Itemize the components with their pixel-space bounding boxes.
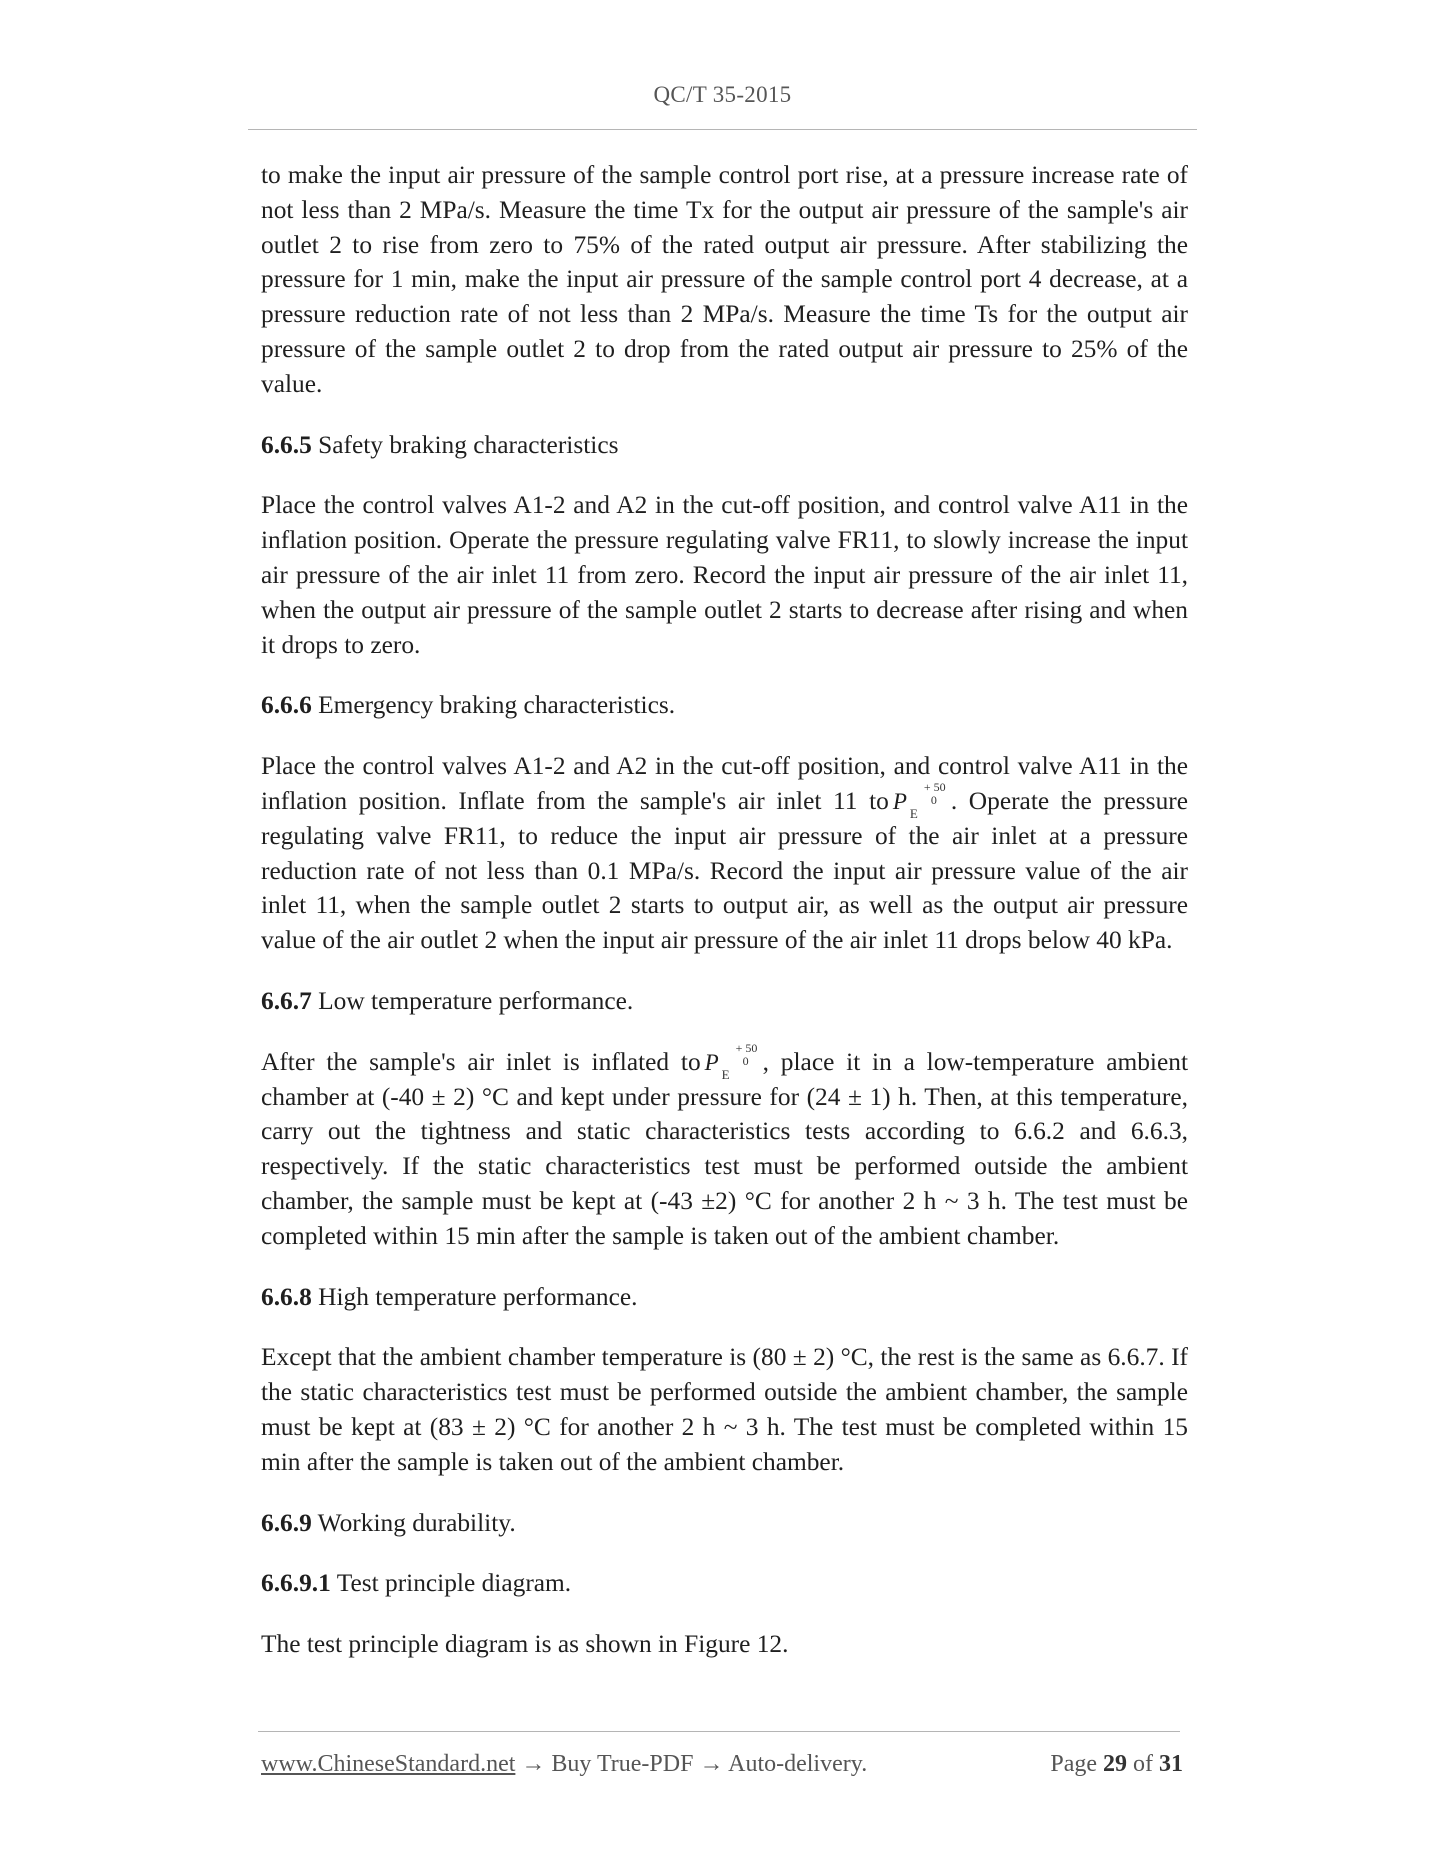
formula-upper-tolerance: + 50	[923, 779, 946, 794]
page-total: 31	[1159, 1751, 1183, 1777]
paragraph-intro: to make the input air pressure of the sample control port rise, at a pressure increase rate of not less than 2 MPa/s. Measure the time Tx for the output air pressure of the sample's air outlet 2 to rise from zero to 75% of the rated output air pressure. After stabilizing the pressure for 1 min, make the input air pressure of the sample control port 4 decrease, at a pressure reduction rate of not less than 2 MPa/s. Measure the time Ts for the output air pressure of the sample outlet 2 to drop from the rated output air pressure to 25% of the value.	[261, 161, 1188, 398]
page-indicator	[1050, 1751, 1183, 1778]
section-heading-6-6-6	[261, 688, 1188, 723]
formula-subscript: E	[909, 805, 918, 821]
paragraph-text: After the sample's air inlet is inflated to	[261, 1047, 701, 1076]
formula-symbol: P	[892, 788, 907, 814]
section-heading-6-6-8	[261, 1280, 1188, 1315]
section-heading-6-6-5	[261, 428, 1188, 463]
section-title: Safety braking characteristics	[318, 430, 619, 459]
page-header: QC/T 35-2015	[653, 82, 792, 107]
page-number: 29	[1103, 1751, 1127, 1777]
header-divider	[248, 129, 1197, 130]
section-number: 6.6.7	[261, 986, 312, 1015]
paragraph-6-6-7	[261, 1040, 1189, 1254]
section-number: 6.6.8	[261, 1282, 312, 1311]
formula-subscript: E	[721, 1066, 730, 1082]
section-number: 6.6.6	[261, 691, 312, 720]
formula-symbol: P	[704, 1049, 719, 1075]
paragraph-text: . Operate the pressure regulating valve FR11, to reduce the input air pressure of the air inlet at a pressure reduction rate of not less than 0.1 MPa/s. Record the input air pressure value of the air inlet 11, when the sample outlet 2 starts to output air, as well as the output air pressure value of the air outlet 2 when the input air pressure of the air inlet 11 drops below 40 kPa.	[261, 786, 1188, 955]
section-title: Low temperature performance.	[318, 986, 634, 1015]
formula-pe	[892, 779, 951, 821]
page-label: Page	[1050, 1751, 1097, 1777]
of-label: of	[1133, 1751, 1153, 1777]
section-title: Emergency braking characteristics.	[318, 691, 676, 720]
formula-upper-tolerance: + 50	[735, 1040, 758, 1055]
paragraph-text: Place the control valves A1-2 and A2 in the cut-off position, and control valve A11 in the inflation position. Inflate from the sample's air inlet 11 to	[261, 752, 1188, 815]
section-title: Working durability.	[317, 1508, 516, 1537]
section-title: Test principle diagram.	[336, 1569, 572, 1598]
document-body	[261, 158, 1188, 1688]
footer-divider	[258, 1731, 1180, 1732]
formula-pe	[704, 1040, 763, 1082]
formula-lower-tolerance: 0	[930, 792, 937, 807]
section-title: High temperature performance.	[318, 1282, 638, 1311]
footer-promo-text: → Buy True-PDF → Auto-delivery.	[515, 1751, 868, 1777]
section-number: 6.6.5	[261, 430, 312, 459]
section-number: 6.6.9.1	[261, 1569, 331, 1598]
paragraph-text: , place it in a low-temperature ambient chamber at (-40 ± 2) °C and kept under pressure for (24 ± 1) h. Then, at this temperature, carry out the tightness and static characteristics tests according to 6.6.2 and 6.6.3, respectively. If the static characteristics test must be performed outside the ambient chamber, the sample must be kept at (-43 ±2) °C for another 2 h ~ 3 h. The test must be completed within 15 min after the sample is taken out of the ambient chamber.	[261, 1047, 1189, 1250]
paragraph-6-6-9-1: The test principle diagram is as shown in Figure 12.	[261, 1630, 789, 1659]
section-number: 6.6.9	[261, 1508, 312, 1537]
section-heading-6-6-7	[261, 984, 1188, 1019]
section-heading-6-6-9	[261, 1506, 1188, 1541]
paragraph-6-6-8: Except that the ambient chamber temperature is (80 ± 2) °C, the rest is the same as 6.6.7. If the static characteristics test must be performed outside the ambient chamber, the sample must be kept at (83 ± 2) °C for another 2 h ~ 3 h. The test must be completed within 15 min after the sample is taken out of the ambient chamber.	[261, 1343, 1188, 1476]
paragraph-6-6-5: Place the control valves A1-2 and A2 in the cut-off position, and control valve A11 in the inflation position. Operate the pressure regulating valve FR11, to slowly increase the input air pressure of the air inlet 11 from zero. Record the input air pressure of the air inlet 11, when the output air pressure of the sample outlet 2 starts to decrease after rising and when it drops to zero.	[261, 491, 1188, 659]
website-link[interactable]: www.ChineseStandard.net	[261, 1751, 516, 1777]
paragraph-6-6-6	[261, 749, 1188, 958]
footer-promo	[261, 1751, 867, 1778]
formula-lower-tolerance: 0	[742, 1053, 749, 1068]
section-heading-6-6-9-1	[261, 1566, 1188, 1601]
